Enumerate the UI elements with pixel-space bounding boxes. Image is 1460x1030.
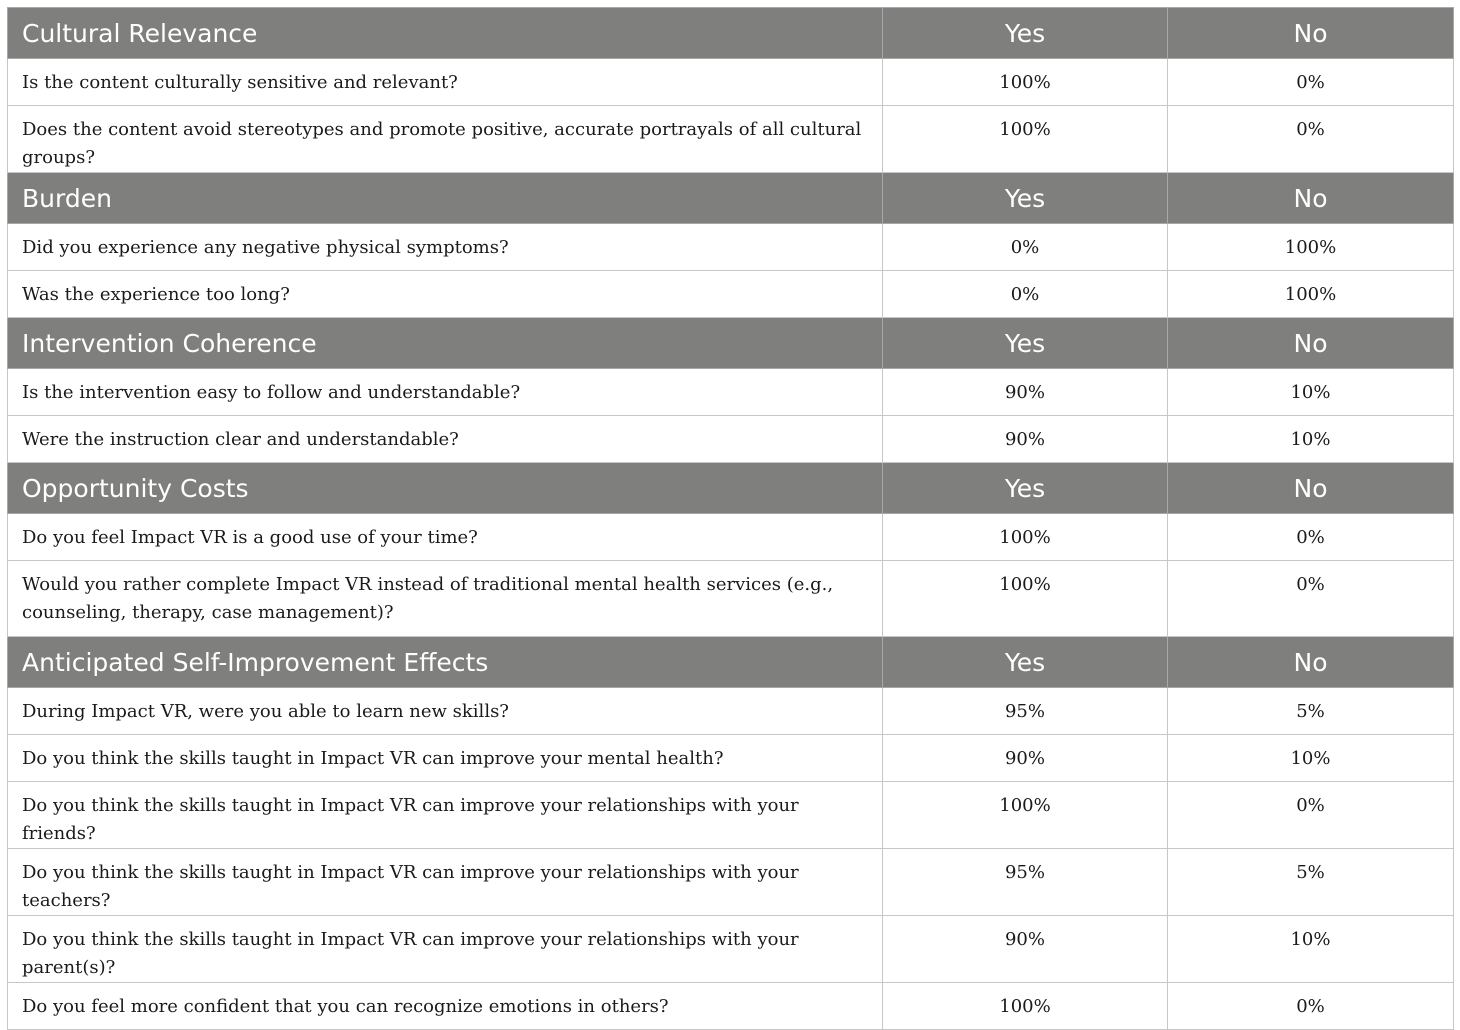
no-column-header: No [1168, 8, 1454, 59]
table-row [8, 106, 1454, 173]
yes-percent-cell: 0% [883, 224, 1168, 271]
no-percent-cell: 10% [1168, 369, 1454, 416]
table-row [8, 224, 1454, 271]
section-title: Intervention Coherence [8, 318, 883, 369]
no-column-header: No [1168, 463, 1454, 514]
no-percent-cell: 5% [1168, 849, 1454, 916]
survey-results-table [7, 7, 1454, 1030]
section-title: Opportunity Costs [8, 463, 883, 514]
question-cell: Do you feel Impact VR is a good use of your time? [8, 514, 883, 561]
question-cell: Did you experience any negative physical symptoms? [8, 224, 883, 271]
no-column-header: No [1168, 173, 1454, 224]
yes-column-header: Yes [883, 637, 1168, 688]
yes-column-header: Yes [883, 8, 1168, 59]
yes-percent-cell: 100% [883, 514, 1168, 561]
section-header-burden [8, 173, 1454, 224]
question-cell: During Impact VR, were you able to learn new skills? [8, 688, 883, 735]
no-column-header: No [1168, 637, 1454, 688]
question-cell: Was the experience too long? [8, 271, 883, 318]
table-row [8, 916, 1454, 983]
yes-column-header: Yes [883, 463, 1168, 514]
table-row [8, 983, 1454, 1030]
no-percent-cell: 10% [1168, 916, 1454, 983]
question-cell: Do you think the skills taught in Impact VR can improve your relationships with your parent(s)? [8, 916, 883, 983]
question-cell: Does the content avoid stereotypes and promote positive, accurate portrayals of all cultural groups? [8, 106, 883, 173]
no-percent-cell: 0% [1168, 59, 1454, 106]
table-row [8, 688, 1454, 735]
yes-percent-cell: 90% [883, 735, 1168, 782]
question-cell: Is the content culturally sensitive and relevant? [8, 59, 883, 106]
table-row [8, 849, 1454, 916]
yes-percent-cell: 100% [883, 782, 1168, 849]
section-header-intervention-coherence [8, 318, 1454, 369]
section-title: Burden [8, 173, 883, 224]
yes-column-header: Yes [883, 173, 1168, 224]
table-row [8, 416, 1454, 463]
table-row [8, 735, 1454, 782]
no-percent-cell: 10% [1168, 735, 1454, 782]
no-percent-cell: 0% [1168, 514, 1454, 561]
yes-percent-cell: 100% [883, 561, 1168, 637]
question-cell: Do you think the skills taught in Impact VR can improve your relationships with your friends? [8, 782, 883, 849]
table-row [8, 782, 1454, 849]
yes-percent-cell: 95% [883, 849, 1168, 916]
yes-percent-cell: 100% [883, 983, 1168, 1030]
question-cell: Do you think the skills taught in Impact VR can improve your mental health? [8, 735, 883, 782]
no-percent-cell: 100% [1168, 271, 1454, 318]
table-row [8, 271, 1454, 318]
section-title: Anticipated Self-Improvement Effects [8, 637, 883, 688]
yes-percent-cell: 95% [883, 688, 1168, 735]
table-row [8, 561, 1454, 637]
no-percent-cell: 0% [1168, 106, 1454, 173]
question-cell: Is the intervention easy to follow and understandable? [8, 369, 883, 416]
section-header-anticipated-self-improvement-effects [8, 637, 1454, 688]
table-row [8, 59, 1454, 106]
yes-column-header: Yes [883, 318, 1168, 369]
no-percent-cell: 10% [1168, 416, 1454, 463]
no-percent-cell: 5% [1168, 688, 1454, 735]
no-column-header: No [1168, 318, 1454, 369]
no-percent-cell: 0% [1168, 782, 1454, 849]
yes-percent-cell: 90% [883, 916, 1168, 983]
no-percent-cell: 0% [1168, 983, 1454, 1030]
question-cell: Would you rather complete Impact VR instead of traditional mental health services (e.g., counseling, therapy, case management)? [8, 561, 883, 637]
section-title: Cultural Relevance [8, 8, 883, 59]
yes-percent-cell: 90% [883, 416, 1168, 463]
table-row [8, 369, 1454, 416]
yes-percent-cell: 90% [883, 369, 1168, 416]
question-cell: Do you think the skills taught in Impact VR can improve your relationships with your teachers? [8, 849, 883, 916]
question-cell: Were the instruction clear and understandable? [8, 416, 883, 463]
question-cell: Do you feel more confident that you can recognize emotions in others? [8, 983, 883, 1030]
yes-percent-cell: 0% [883, 271, 1168, 318]
yes-percent-cell: 100% [883, 59, 1168, 106]
section-header-opportunity-costs [8, 463, 1454, 514]
yes-percent-cell: 100% [883, 106, 1168, 173]
no-percent-cell: 100% [1168, 224, 1454, 271]
no-percent-cell: 0% [1168, 561, 1454, 637]
table-row [8, 514, 1454, 561]
section-header-cultural-relevance [8, 8, 1454, 59]
